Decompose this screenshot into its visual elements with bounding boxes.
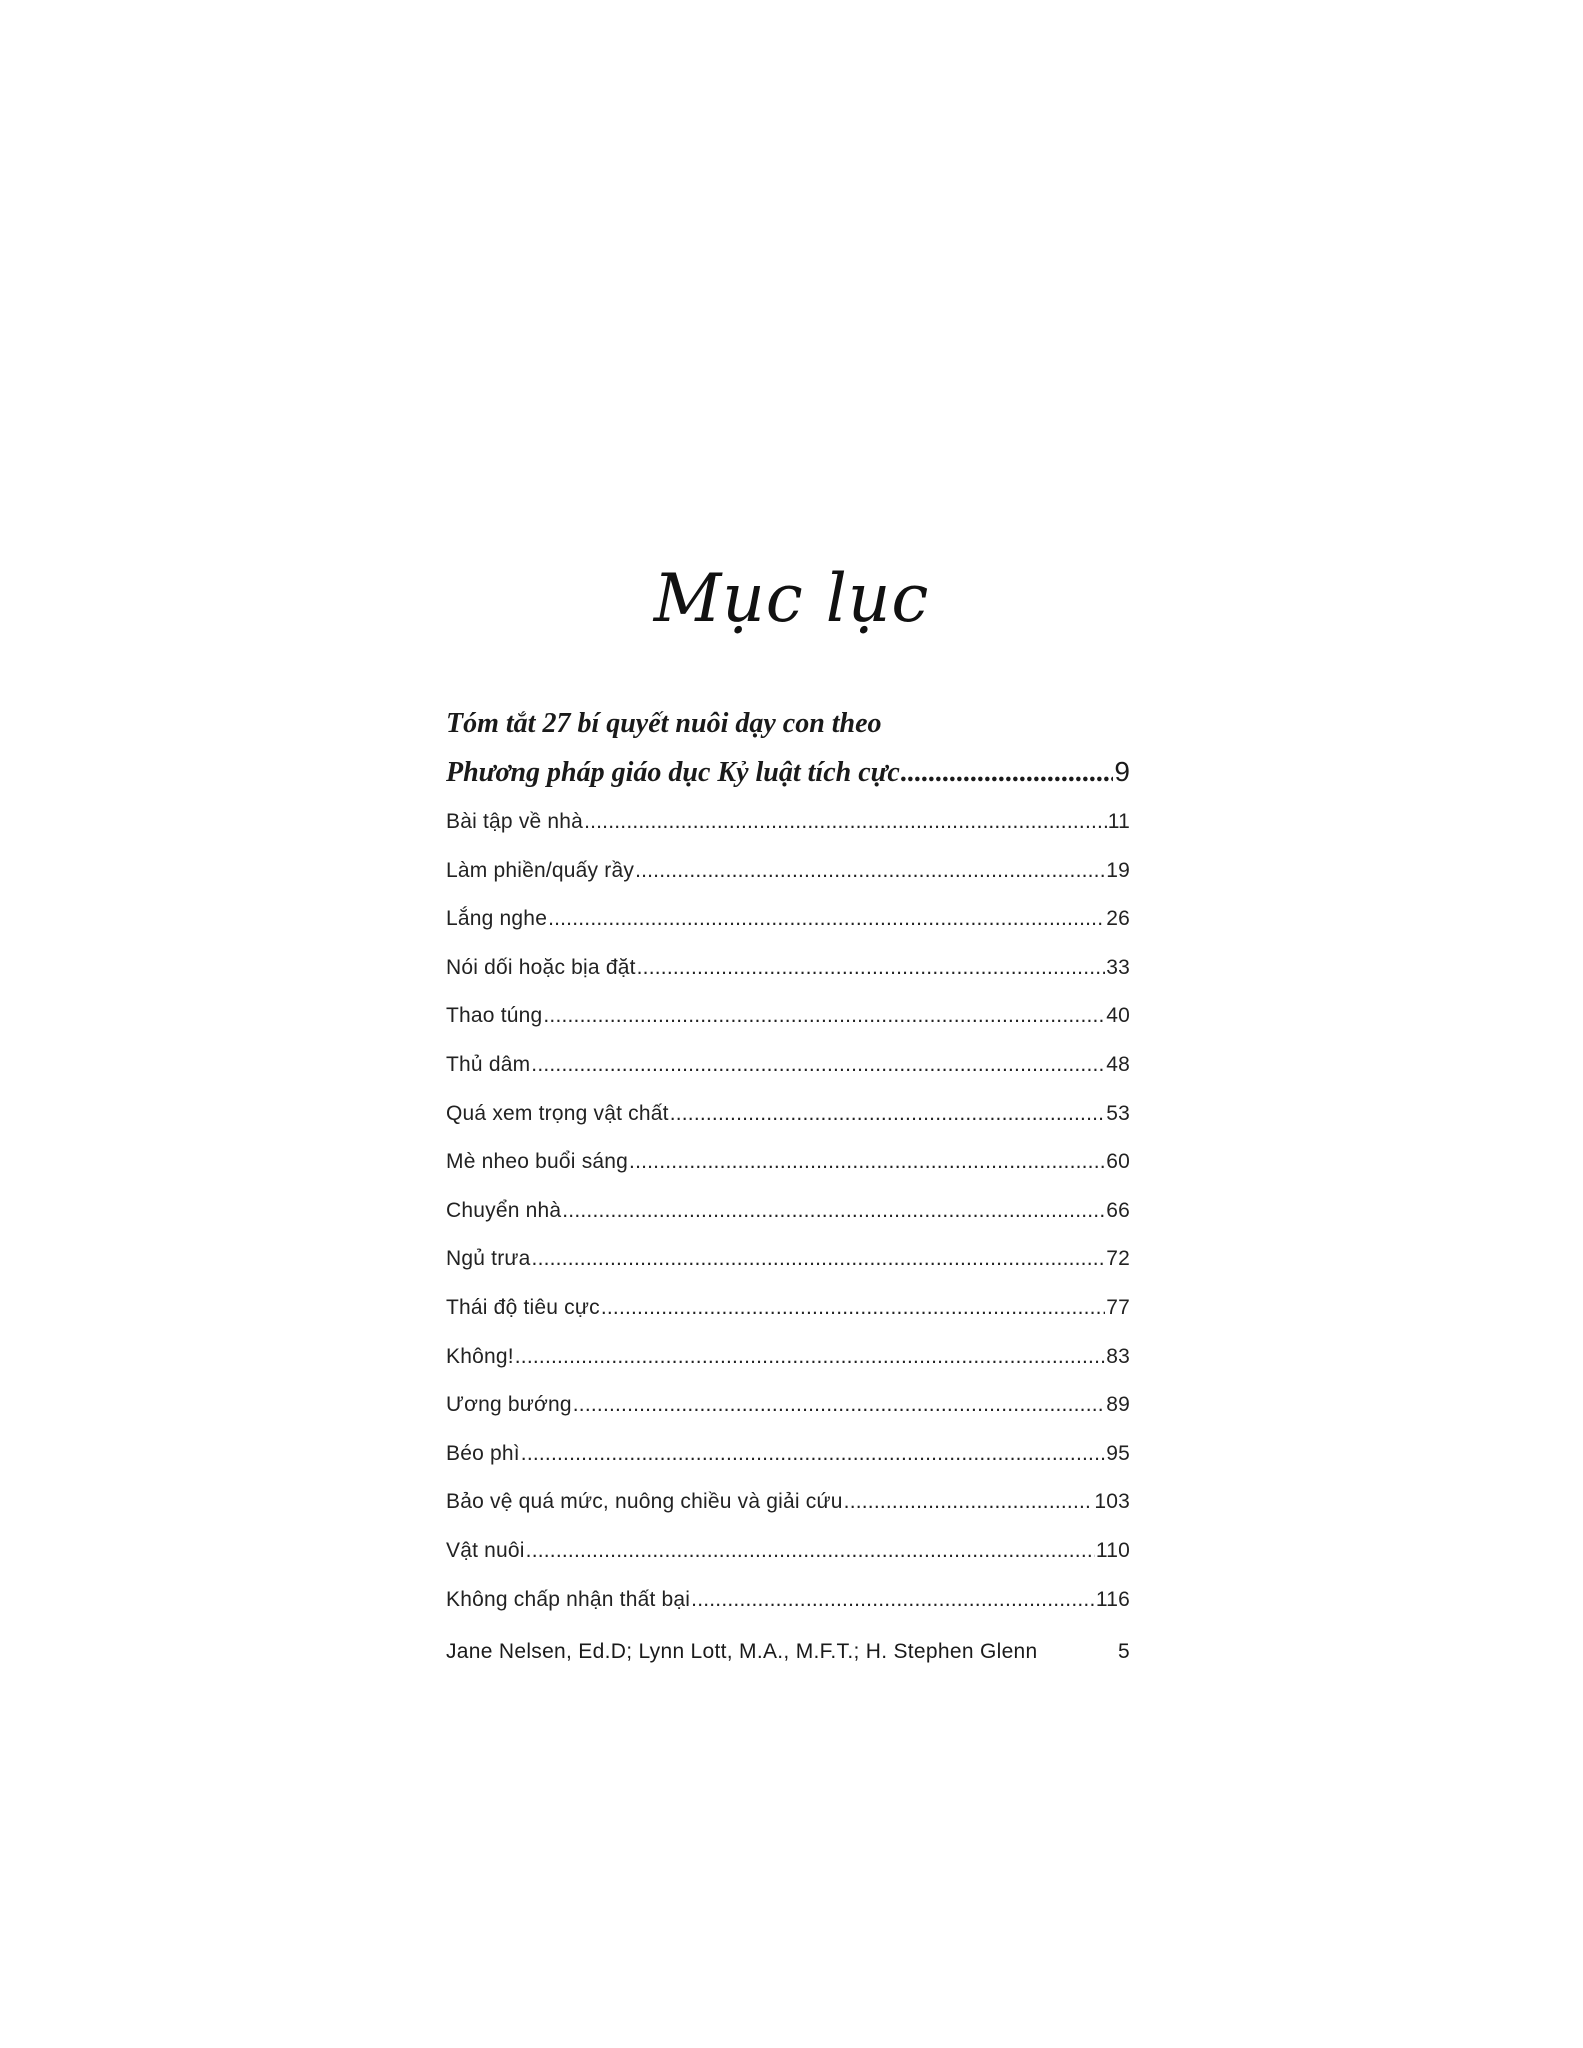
page-title: Mục lục <box>653 560 930 637</box>
toc-entry-label: Bài tập về nhà <box>446 810 584 833</box>
toc-entry-page: 33 <box>1106 955 1130 979</box>
dot-leader <box>548 895 1105 944</box>
toc-entry-label: Mè nheo buổi sáng <box>446 1150 629 1174</box>
footer-authors: Jane Nelsen, Ed.D; Lynn Lott, M.A., M.F.T.; H. Stephen Glenn <box>446 1640 1038 1663</box>
toc-entry-page: 60 <box>1106 1150 1130 1174</box>
toc-entry[interactable] <box>446 1576 1130 1625</box>
footer-page-number: 5 <box>1118 1640 1130 1663</box>
toc-entry-label: Chuyển nhà <box>446 1198 562 1222</box>
toc-entry-label: Lắng nghe <box>446 907 548 931</box>
toc-entry-label: Ngủ trưa <box>446 1247 531 1271</box>
dot-leader <box>521 1430 1105 1479</box>
toc-entry[interactable] <box>446 1381 1130 1430</box>
dot-leader <box>543 992 1105 1041</box>
toc-entry-label: Béo phì <box>446 1441 520 1465</box>
toc-heading-page: 9 <box>1114 756 1130 787</box>
dot-leader <box>532 1235 1106 1284</box>
toc-heading-row[interactable] <box>446 748 1130 796</box>
dot-leader <box>573 1381 1105 1430</box>
toc-entry[interactable] <box>446 1527 1130 1576</box>
dot-leader <box>601 1284 1105 1333</box>
dot-leader <box>670 1090 1106 1139</box>
toc-entry-label: Thái độ tiêu cực <box>446 1295 600 1319</box>
toc-entry-page: 26 <box>1106 907 1130 931</box>
dot-leader <box>844 1478 1094 1527</box>
toc-entry-label: Thủ dâm <box>446 1052 531 1076</box>
toc-entry-page: 53 <box>1106 1101 1130 1125</box>
toc-entry-label: Vật nuôi <box>446 1538 525 1562</box>
toc-entry-page: 95 <box>1106 1441 1130 1465</box>
toc-entry-page: 66 <box>1106 1198 1130 1222</box>
toc-entry-label: Làm phiền/quấy rầy <box>446 858 635 882</box>
toc-entry-label: Quá xem trọng vật chất <box>446 1101 669 1125</box>
toc-entry[interactable] <box>446 1284 1130 1333</box>
toc-entry[interactable] <box>446 1333 1130 1382</box>
toc-entry-page: 110 <box>1095 1538 1130 1562</box>
toc-entry-page: 40 <box>1106 1004 1130 1028</box>
dot-leader <box>901 749 1114 797</box>
dot-leader <box>515 1333 1105 1382</box>
toc-entry-label: Không chấp nhận thất bại <box>446 1587 691 1611</box>
page-footer <box>446 1640 1130 1664</box>
dot-leader <box>629 1138 1105 1187</box>
toc-entry-page: 72 <box>1106 1247 1130 1271</box>
toc-entry-label: Nói dối hoặc bịa đặt <box>446 955 636 979</box>
dot-leader <box>691 1576 1095 1625</box>
toc-entries <box>446 798 1130 1624</box>
toc-entry-page: 89 <box>1106 1393 1130 1417</box>
toc-entry[interactable] <box>446 847 1130 896</box>
dot-leader <box>637 944 1106 993</box>
toc-entry[interactable] <box>446 1235 1130 1284</box>
toc-entry-page: 77 <box>1106 1295 1130 1319</box>
toc-entry[interactable] <box>446 1090 1130 1139</box>
toc-heading-line1: Tóm tắt 27 bí quyết nuôi dạy con theo <box>446 708 882 739</box>
dot-leader <box>584 798 1107 847</box>
toc-entry[interactable] <box>446 1430 1130 1479</box>
toc-entry-page: 116 <box>1095 1587 1130 1611</box>
toc-entry[interactable] <box>446 1187 1130 1236</box>
table-of-contents <box>446 700 1130 1624</box>
toc-entry[interactable] <box>446 1041 1130 1090</box>
toc-entry-label: Thao túng <box>446 1004 543 1028</box>
toc-entry[interactable] <box>446 1478 1130 1527</box>
toc-entry-label: Không! <box>446 1344 514 1368</box>
toc-heading <box>446 700 1130 796</box>
toc-entry[interactable] <box>446 944 1130 993</box>
dot-leader <box>562 1187 1105 1236</box>
toc-entry-page: 11 <box>1107 810 1130 833</box>
dot-leader <box>635 847 1105 896</box>
toc-entry-page: 83 <box>1106 1344 1130 1368</box>
dot-leader <box>531 1041 1105 1090</box>
toc-entry[interactable] <box>446 992 1130 1041</box>
toc-entry-page: 103 <box>1094 1490 1130 1514</box>
toc-entry-label: Ương bướng <box>446 1393 572 1417</box>
toc-entry[interactable] <box>446 1138 1130 1187</box>
toc-entry[interactable] <box>446 798 1130 847</box>
toc-heading-line2: Phương pháp giáo dục Kỷ luật tích cực <box>446 757 900 788</box>
toc-entry-label: Bảo vệ quá mức, nuông chiều và giải cứu <box>446 1490 843 1514</box>
toc-entry[interactable] <box>446 895 1130 944</box>
dot-leader <box>526 1527 1095 1576</box>
toc-entry-page: 48 <box>1106 1052 1130 1076</box>
toc-entry-page: 19 <box>1106 858 1130 882</box>
